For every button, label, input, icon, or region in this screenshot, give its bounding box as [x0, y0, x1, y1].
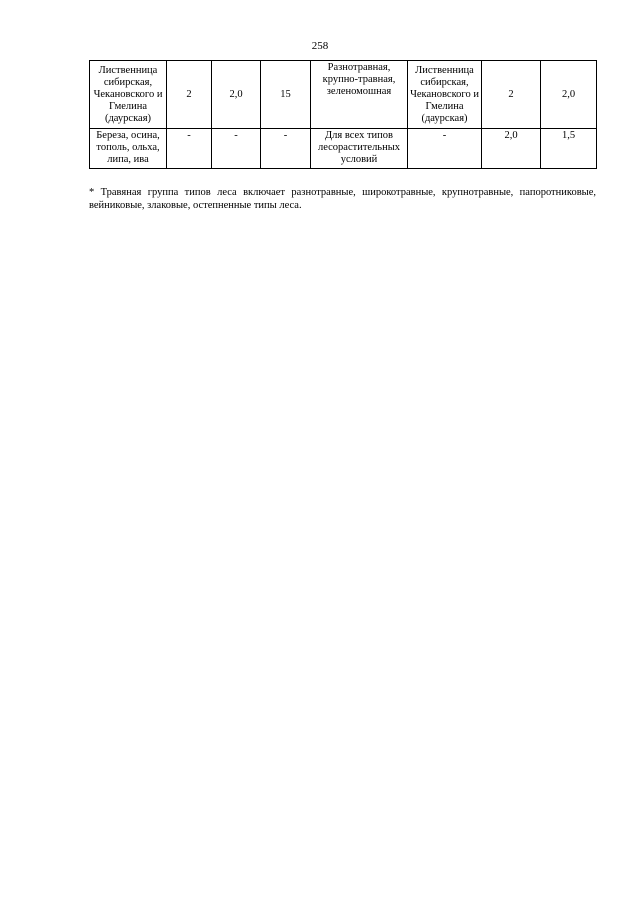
table-cell: 2,0	[541, 61, 597, 129]
table-cell: 2	[167, 61, 212, 129]
table-row	[90, 61, 597, 129]
table-row	[90, 129, 597, 169]
table-cell: -	[167, 129, 212, 169]
table-cell: -	[261, 129, 311, 169]
table-cell: Разнотравная, крупно-травная, зеленомошная	[311, 61, 408, 129]
page-number: 258	[311, 40, 329, 52]
forest-norms-table	[89, 60, 597, 169]
table-cell: Лиственница сибирская, Чекановского и Гмелина (даурская)	[90, 61, 167, 129]
table-cell: 1,5	[541, 129, 597, 169]
table-cell: Лиственница сибирская, Чекановского и Гмелина (даурская)	[408, 61, 482, 129]
table-cell: -	[408, 129, 482, 169]
table-cell: 2,0	[212, 61, 261, 129]
table-cell: 2	[482, 61, 541, 129]
footnote: * Травяная группа типов леса включает разнотравные, широкотравные, крупнотравные, папоротниковые, вейниковые, злаковые, остепненные типы леса.	[89, 187, 596, 211]
table-cell: 2,0	[482, 129, 541, 169]
table-cell: Береза, осина, тополь, ольха, липа, ива	[90, 129, 167, 169]
table-cell: Для всех типов лесорастительных условий	[311, 129, 408, 169]
table-cell: -	[212, 129, 261, 169]
table-cell: 15	[261, 61, 311, 129]
